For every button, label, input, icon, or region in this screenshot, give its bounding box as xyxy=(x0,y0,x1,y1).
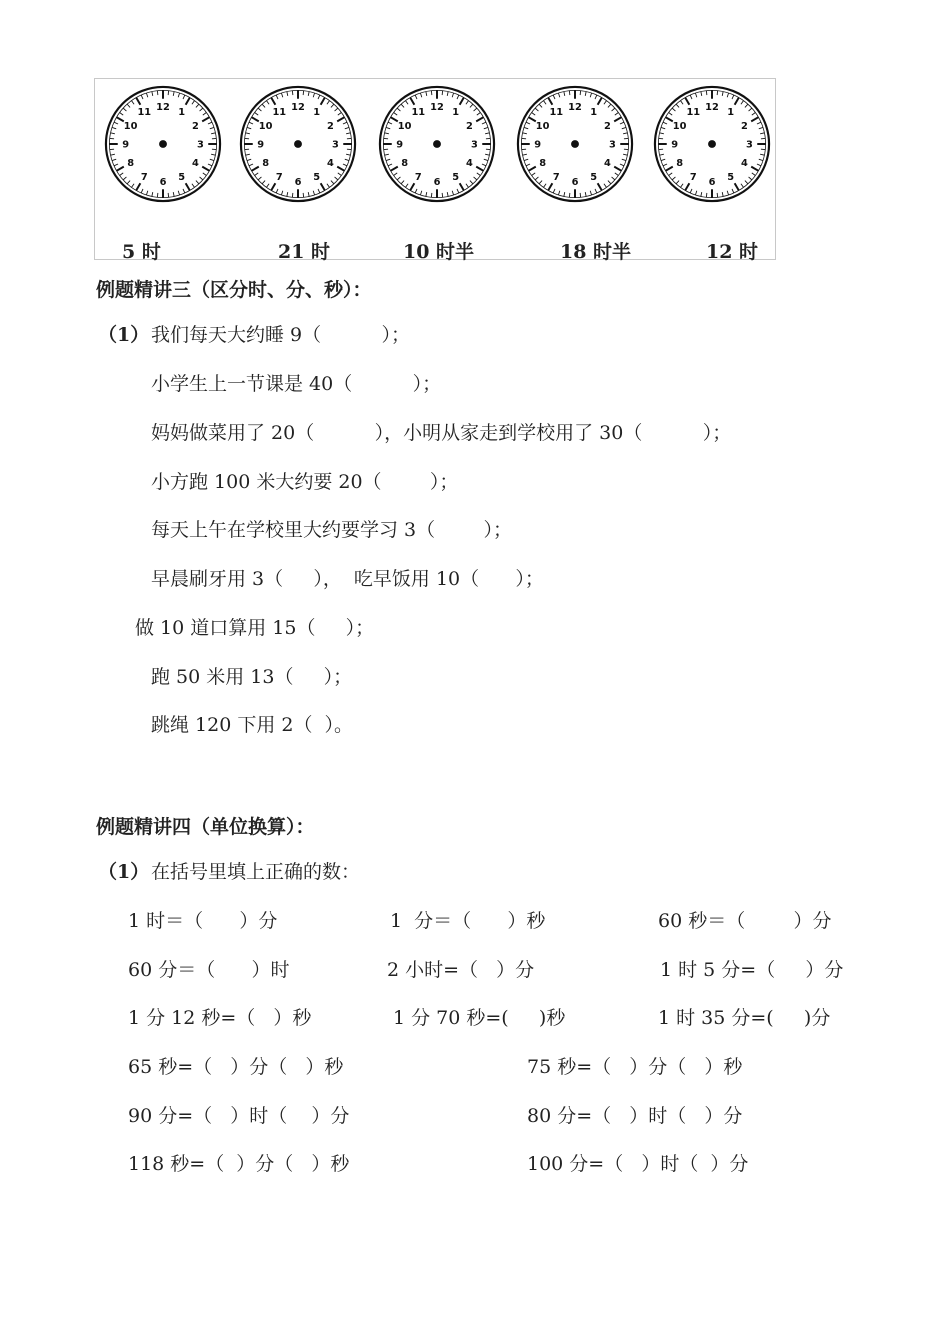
section-title: 例题精讲三（区分时、分、秒）： xyxy=(96,279,372,301)
clock-label: 10 时半 xyxy=(403,241,475,263)
question-line: 做 10 道口算用 15（ ）； xyxy=(135,617,375,639)
clock-face-icon xyxy=(102,83,224,205)
svg-text:8: 8 xyxy=(676,158,684,170)
svg-text:9: 9 xyxy=(257,139,265,151)
svg-text:1: 1 xyxy=(727,107,735,119)
conversion-cell: 1 时 5 分=（ ）分 xyxy=(660,959,844,981)
svg-text:10: 10 xyxy=(535,120,550,132)
svg-text:11: 11 xyxy=(272,107,287,119)
svg-text:11: 11 xyxy=(549,107,564,119)
question-line: 每天上午在学校里大约要学习 3（ ）； xyxy=(151,519,512,541)
question-line: 我们每天大约睡 9（ ）； xyxy=(151,324,411,346)
svg-text:3: 3 xyxy=(331,139,339,151)
svg-text:7: 7 xyxy=(552,171,560,183)
svg-text:5: 5 xyxy=(727,171,735,183)
svg-text:2: 2 xyxy=(326,120,334,132)
clock-label: 18 时半 xyxy=(560,241,632,263)
conversion-cell: 60 分＝（ ）时 xyxy=(128,959,290,981)
svg-text:1: 1 xyxy=(178,107,186,119)
svg-text:3: 3 xyxy=(196,139,204,151)
svg-text:2: 2 xyxy=(603,120,611,132)
svg-text:2: 2 xyxy=(740,120,748,132)
svg-text:4: 4 xyxy=(740,158,748,170)
svg-text:8: 8 xyxy=(127,158,135,170)
question-line: 跑 50 米用 13（ ）； xyxy=(151,666,353,688)
svg-text:7: 7 xyxy=(275,171,283,183)
question-line: 妈妈做菜用了 20（ ），小明从家走到学校用了 30（ ）； xyxy=(151,422,732,444)
svg-text:11: 11 xyxy=(411,107,426,119)
svg-text:7: 7 xyxy=(140,171,148,183)
clock-label: 12 时 xyxy=(706,241,759,263)
conversion-cell: 1 分 12 秒=（ ）秒 xyxy=(128,1007,312,1029)
svg-text:4: 4 xyxy=(326,158,334,170)
svg-text:5: 5 xyxy=(452,171,460,183)
svg-text:1: 1 xyxy=(313,107,321,119)
svg-text:10: 10 xyxy=(397,120,412,132)
clock-label: 21 时 xyxy=(278,241,331,263)
svg-text:6: 6 xyxy=(159,176,167,188)
svg-text:10: 10 xyxy=(672,120,687,132)
svg-text:9: 9 xyxy=(671,139,679,151)
svg-text:5: 5 xyxy=(313,171,321,183)
svg-text:7: 7 xyxy=(689,171,697,183)
conversion-cell: 60 秒＝（ ）分 xyxy=(658,910,832,932)
conversion-cell: 1 分 70 秒=( )秒 xyxy=(393,1007,566,1029)
svg-text:3: 3 xyxy=(608,139,616,151)
question-line: 小学生上一节课是 40（ ）； xyxy=(151,373,442,395)
svg-text:11: 11 xyxy=(137,107,152,119)
svg-text:6: 6 xyxy=(294,176,302,188)
conversion-cell: 100 分=（ ）时（ ）分 xyxy=(527,1153,749,1175)
svg-text:3: 3 xyxy=(470,139,478,151)
section-title: 例题精讲四（单位换算）： xyxy=(96,816,315,838)
svg-text:8: 8 xyxy=(539,158,547,170)
svg-text:2: 2 xyxy=(465,120,473,132)
conversion-cell: 75 秒=（ ）分（ ）秒 xyxy=(527,1056,743,1078)
clock-label: 5 时 xyxy=(122,241,161,263)
svg-text:3: 3 xyxy=(745,139,753,151)
clock-strip xyxy=(94,78,776,263)
clock-face-icon xyxy=(376,83,498,205)
conversion-cell: 80 分=（ ）时（ ）分 xyxy=(527,1105,743,1127)
svg-text:12: 12 xyxy=(705,102,719,114)
svg-text:5: 5 xyxy=(178,171,186,183)
svg-text:12: 12 xyxy=(291,102,305,114)
svg-text:6: 6 xyxy=(708,176,716,188)
conversion-cell: 1 时＝（ ）分 xyxy=(128,910,278,932)
question-line: 小方跑 100 米大约要 20（ ）； xyxy=(151,471,459,493)
svg-text:8: 8 xyxy=(262,158,270,170)
svg-text:9: 9 xyxy=(396,139,404,151)
svg-text:10: 10 xyxy=(258,120,273,132)
svg-text:12: 12 xyxy=(156,102,170,114)
svg-text:12: 12 xyxy=(568,102,582,114)
conversion-cell: 2 小时=（ ）分 xyxy=(387,959,535,981)
svg-text:8: 8 xyxy=(401,158,409,170)
conversion-cell: 1 分＝（ ）秒 xyxy=(390,910,546,932)
svg-text:6: 6 xyxy=(571,176,579,188)
svg-text:12: 12 xyxy=(430,102,444,114)
svg-text:7: 7 xyxy=(414,171,422,183)
svg-text:2: 2 xyxy=(191,120,199,132)
question-line: 早晨刷牙用 3（ ）， 吃早饭用 10（ ）； xyxy=(151,568,544,590)
clock-face-icon xyxy=(237,83,359,205)
conversion-cell: 65 秒=（ ）分（ ）秒 xyxy=(128,1056,344,1078)
svg-text:5: 5 xyxy=(590,171,598,183)
conversion-cell: 90 分=（ ）时（ ）分 xyxy=(128,1105,350,1127)
svg-text:4: 4 xyxy=(465,158,473,170)
clock-face-icon xyxy=(514,83,636,205)
svg-text:10: 10 xyxy=(123,120,138,132)
question-line: 跳绳 120 下用 2（ ）。 xyxy=(151,714,354,736)
clock-face-icon xyxy=(651,83,773,205)
svg-text:4: 4 xyxy=(191,158,199,170)
conversion-cell: 118 秒=（ ）分（ ）秒 xyxy=(128,1153,350,1175)
svg-text:11: 11 xyxy=(686,107,701,119)
svg-text:1: 1 xyxy=(452,107,460,119)
instruction: 在括号里填上正确的数： xyxy=(151,861,361,883)
svg-text:9: 9 xyxy=(122,139,130,151)
svg-text:4: 4 xyxy=(603,158,611,170)
svg-text:6: 6 xyxy=(433,176,441,188)
svg-text:9: 9 xyxy=(534,139,542,151)
item-number: （1） xyxy=(98,861,150,883)
svg-text:1: 1 xyxy=(590,107,598,119)
item-number: （1） xyxy=(98,324,150,346)
conversion-cell: 1 时 35 分=( )分 xyxy=(658,1007,831,1029)
